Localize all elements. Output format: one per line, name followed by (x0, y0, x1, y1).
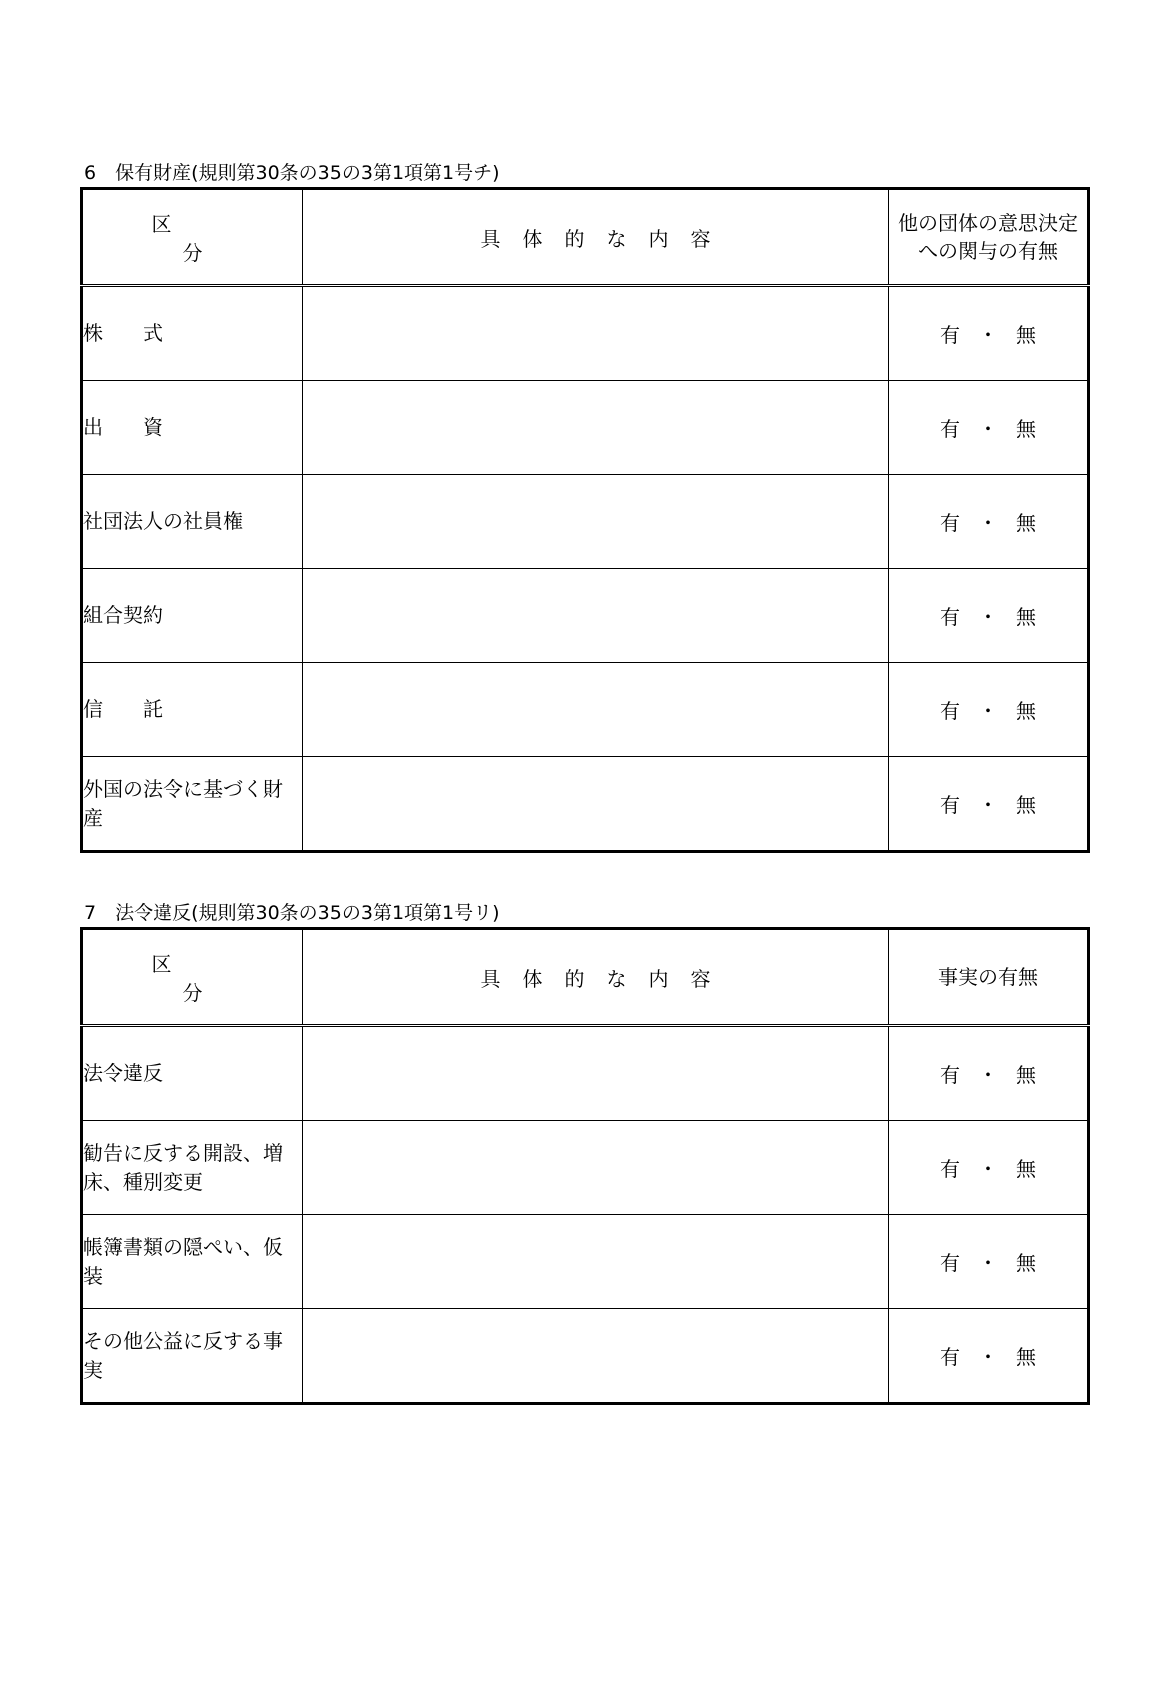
details-cell[interactable] (303, 1121, 889, 1215)
yes-no-choice[interactable]: 有・無 (889, 381, 1089, 475)
table-header-row (82, 189, 1089, 286)
holdings-table (80, 187, 1090, 853)
details-cell[interactable] (303, 1026, 889, 1121)
table-row (82, 475, 1089, 569)
row-label: 組合契約 (82, 569, 303, 663)
yes-no-choice[interactable]: 有・無 (889, 1026, 1089, 1121)
row-label: 信 託 (82, 663, 303, 757)
header-fact-exists: 事実の有無 (889, 929, 1089, 1026)
row-label: 帳簿書類の隠ぺい、仮装 (82, 1215, 303, 1309)
table-row (82, 757, 1089, 852)
violations-table (80, 927, 1090, 1405)
yes-no-choice[interactable]: 有・無 (889, 1121, 1089, 1215)
details-cell[interactable] (303, 381, 889, 475)
table-header-row (82, 929, 1089, 1026)
row-label: 外国の法令に基づく財産 (82, 757, 303, 852)
yes-no-choice[interactable]: 有・無 (889, 286, 1089, 381)
row-label: 株 式 (82, 286, 303, 381)
header-category: 区 分 (82, 929, 303, 1026)
yes-no-choice[interactable]: 有・無 (889, 475, 1089, 569)
table-row (82, 1215, 1089, 1309)
yes-no-choice[interactable]: 有・無 (889, 1215, 1089, 1309)
table-row (82, 663, 1089, 757)
details-cell[interactable] (303, 1215, 889, 1309)
row-label: 社団法人の社員権 (82, 475, 303, 569)
yes-no-choice[interactable]: 有・無 (889, 663, 1089, 757)
header-details: 具体的な内容 (303, 929, 889, 1026)
table-row (82, 286, 1089, 381)
row-label: 出 資 (82, 381, 303, 475)
details-cell[interactable] (303, 663, 889, 757)
details-cell[interactable] (303, 569, 889, 663)
yes-no-choice[interactable]: 有・無 (889, 569, 1089, 663)
table-row (82, 569, 1089, 663)
yes-no-choice[interactable]: 有・無 (889, 1309, 1089, 1404)
details-cell[interactable] (303, 475, 889, 569)
row-label: その他公益に反する事実 (82, 1309, 303, 1404)
section-7-title: 7 法令違反(規則第30条の35の3第1項第1号リ) (84, 902, 500, 924)
table-row (82, 1026, 1089, 1121)
details-cell[interactable] (303, 286, 889, 381)
details-cell[interactable] (303, 757, 889, 852)
header-category: 区 分 (82, 189, 303, 286)
section-6-title: 6 保有財産(規則第30条の35の3第1項第1号チ) (84, 162, 500, 184)
table-row (82, 1309, 1089, 1404)
row-label: 勧告に反する開設、増床、種別変更 (82, 1121, 303, 1215)
table-row (82, 381, 1089, 475)
header-involvement: 他の団体の意思決定への関与の有無 (889, 189, 1089, 286)
details-cell[interactable] (303, 1309, 889, 1404)
header-details: 具体的な内容 (303, 189, 889, 286)
yes-no-choice[interactable]: 有・無 (889, 757, 1089, 852)
table-row (82, 1121, 1089, 1215)
row-label: 法令違反 (82, 1026, 303, 1121)
